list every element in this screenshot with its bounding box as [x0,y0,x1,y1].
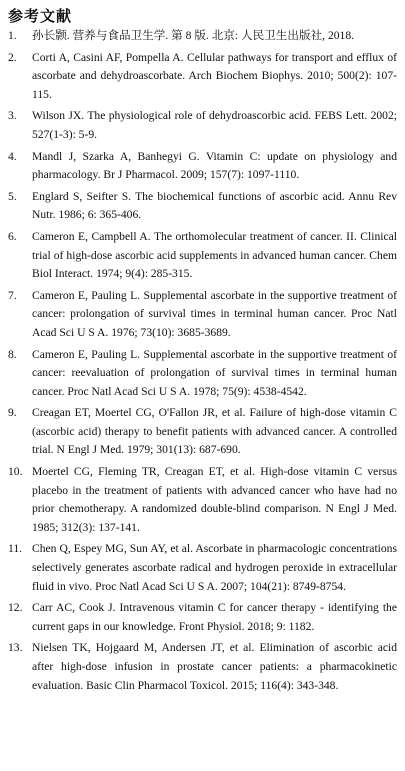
reference-text: Cameron E, Campbell A. The orthomolecular treatment of cancer. II. Clinical trial of high-dose ascorbic acid supplements in advanced human cancer. Chem Biol Interact. 1974; 9(4): 285-315. [32,229,397,281]
reference-text: Nielsen TK, Hojgaard M, Andersen JT, et al. Elimination of ascorbic acid after high-dose infusion in prostate cancer patients: a pharmacokinetic evaluation. Basic Clin Pharmacol Toxicol. 2015; 116(4): 343-348. [32,641,397,692]
reference-number: 13. [8,641,23,655]
reference-item-12 [8,599,397,636]
reference-item-6 [8,228,397,284]
reference-number: 12. [8,601,23,615]
reference-number: 7. [8,288,17,302]
reference-number: 3. [8,109,17,123]
reference-item-11 [8,540,397,596]
reference-text: Carr AC, Cook J. Intravenous vitamin C for cancer therapy - identifying the current gaps in our knowledge. Front Physiol. 2018; 9: 1182. [32,601,397,633]
reference-number: 2. [8,50,17,64]
reference-item-4 [8,148,397,185]
reference-item-13 [8,639,397,695]
reference-text: Cameron E, Pauling L. Supplemental ascorbate in the supportive treatment of cancer: prolongation of survival times in terminal human cancer. Proc Natl Acad Sci U S A. 1976; 73(10): 3685-3689. [32,288,397,339]
reference-text: Englard S, Seifter S. The biochemical functions of ascorbic acid. Annu Rev Nutr. 1986; 6: 365-406. [32,189,397,222]
reference-item-1 [8,27,397,46]
reference-number: 5. [8,189,17,203]
reference-text: Corti A, Casini AF, Pompella A. Cellular pathways for transport and efflux of ascorbate and dehydroascorbate. Arch Biochem Biophys. 2010; 500(2): 107-115. [32,50,397,101]
reference-text: Wilson JX. The physiological role of dehydroascorbic acid. FEBS Lett. 2002; 527(1-3): 5-9. [32,109,397,141]
reference-text: Creagan ET, Moertel CG, O'Fallon JR, et al. Failure of high-dose vitamin C (ascorbic acid) therapy to benefit patients with advanced cancer. A controlled trial. N Engl J Med. 1979; 301(13): 687-690. [32,406,397,457]
reference-number: 10. [8,465,23,479]
reference-number: 4. [8,149,17,163]
reference-item-3 [8,107,397,144]
reference-text: Cameron E, Pauling L. Supplemental ascorbate in the supportive treatment of cancer: reevaluation of prolongation of survival times in terminal human cancer. Proc Natl Acad Sci U S A. 1978; 75(9): 4538-4542. [32,347,397,398]
reference-text: Moertel CG, Fleming TR, Creagan ET, et al. High-dose vitamin C versus placebo in the treatment of patients with advanced cancer who have had no prior chemotherapy. A randomized double-blind comparison. N Engl J Med. 1985; 312(3): 137-141. [32,465,397,534]
reference-number: 9. [8,406,17,420]
reference-list [8,27,397,695]
reference-item-8 [8,346,397,402]
reference-item-5 [8,188,397,225]
reference-item-9 [8,404,397,460]
reference-item-10 [8,463,397,537]
reference-number: 6. [8,229,17,243]
reference-text: 孙长颢. 营养与食品卫生学. 第 8 版. 北京: 人民卫生出版社, 2018. [32,29,355,42]
reference-item-2 [8,49,397,105]
references-heading: 参考文献 [8,7,73,25]
reference-text: Mandl J, Szarka A, Banhegyi G. Vitamin C: update on physiology and pharmacology. Br J Pharmacol. 2009; 157(7): 1097-1110. [32,149,397,182]
reference-item-7 [8,287,397,343]
reference-number: 1. [8,29,17,42]
reference-text: Chen Q, Espey MG, Sun AY, et al. Ascorbate in pharmacologic concentrations selectively generates ascorbate radical and hydrogen peroxide in extracellular fluid in vivo. Proc Natl Acad Sci U S A. 2007; 104(21): 8749-8754. [32,542,397,593]
reference-number: 11. [8,542,23,556]
reference-number: 8. [8,347,17,361]
